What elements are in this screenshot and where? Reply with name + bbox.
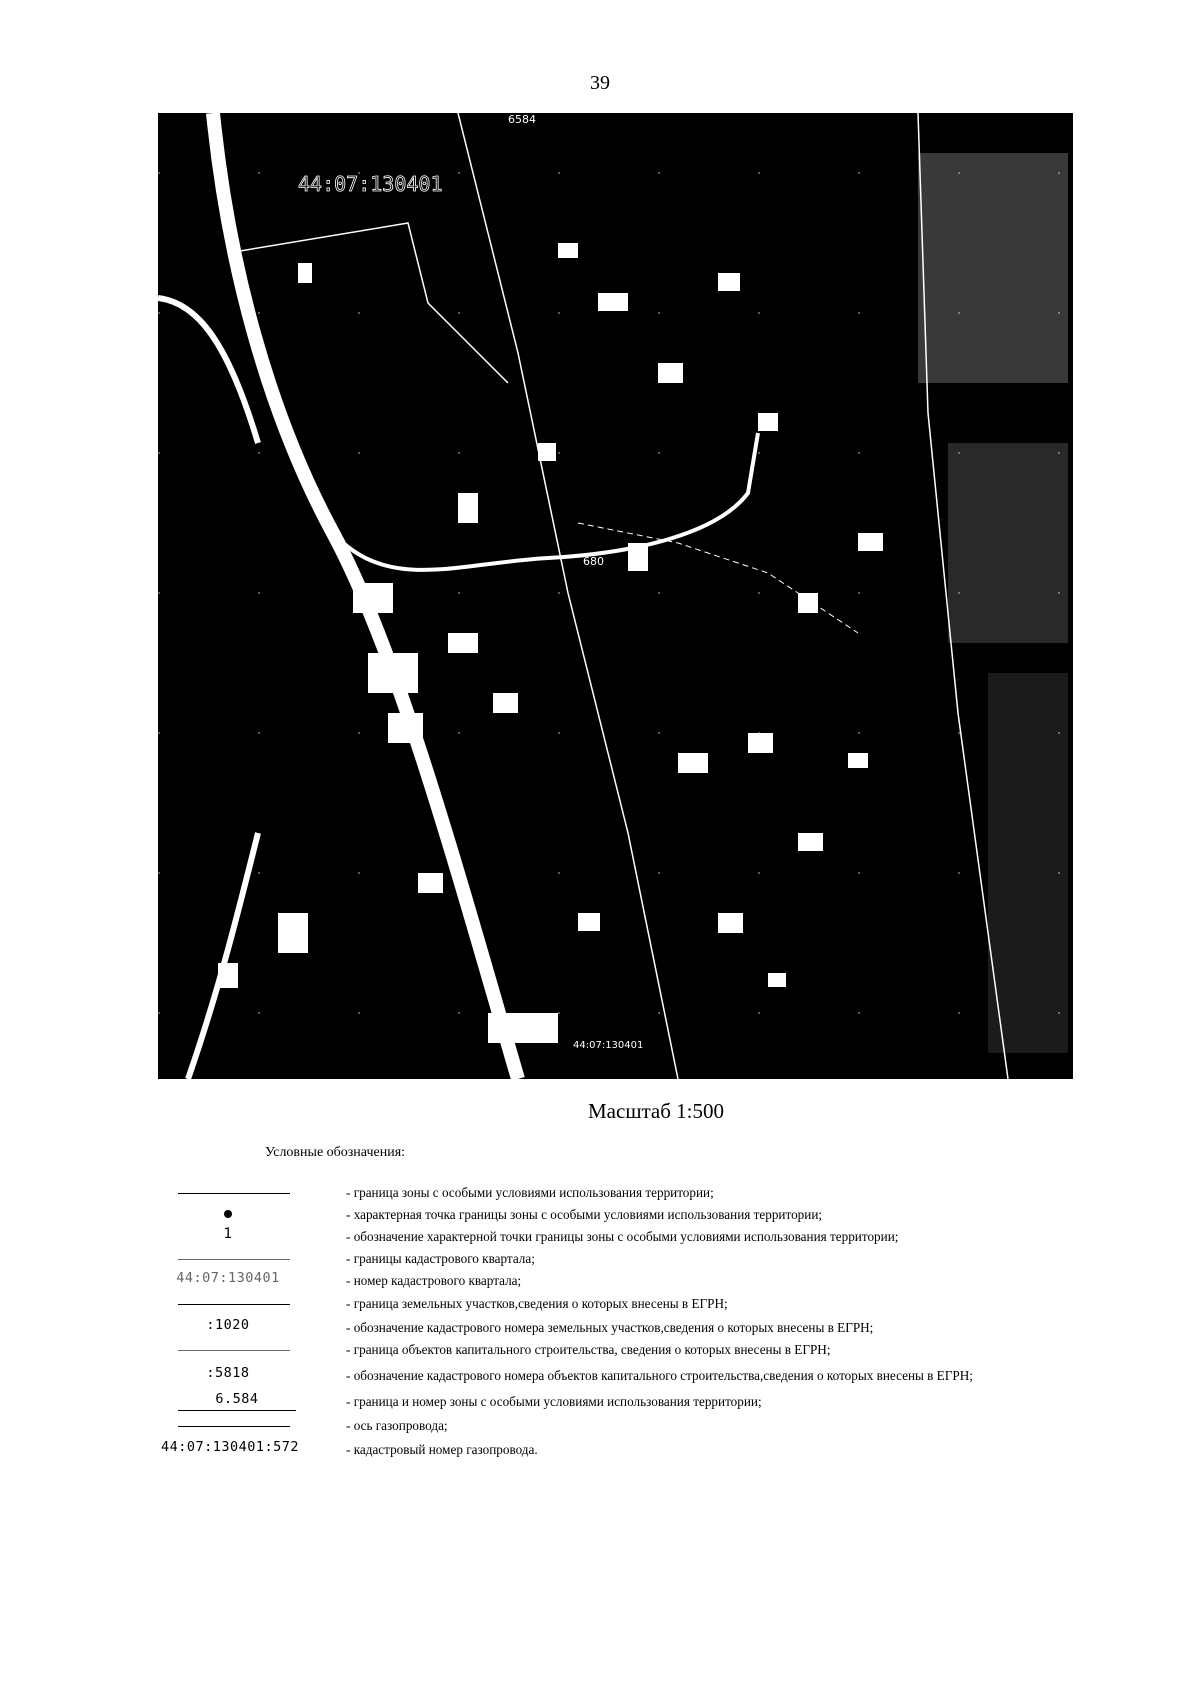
page-number: 39: [590, 72, 610, 94]
legend-text: - граница объектов капитального строительства, сведения о которых внесены в ЕГРН;: [346, 1342, 831, 1357]
legend-text: - обозначение характерной точки границы зоны с особыми условиями использования территории;: [346, 1229, 899, 1244]
legend-symbol-point: [160, 1204, 296, 1226]
legend-symbol-line: [160, 1293, 296, 1315]
legend-text: - границы кадастрового квартала;: [346, 1251, 535, 1266]
legend-text: - ось газопровода;: [346, 1418, 448, 1433]
legend-symbol-code: :5818: [206, 1365, 250, 1381]
legend-text: - характерная точка границы зоны с особыми условиями использования территории;: [346, 1207, 823, 1222]
legend-item-gas-number: [0, 1439, 1200, 1461]
map-label-parcel-mid: 680: [583, 555, 604, 568]
legend-symbol-line: [160, 1339, 296, 1361]
legend-symbol-digit: 1: [223, 1226, 233, 1242]
legend-item-zone-number: [0, 1391, 1200, 1413]
legend-item-parcel-number: [0, 1317, 1200, 1339]
legend-item-building-boundary: [0, 1339, 1200, 1361]
legend-item-parcel-boundary: [0, 1293, 1200, 1315]
legend-text: - граница земельных участков,сведения о которых внесены в ЕГРН;: [346, 1296, 728, 1311]
legend-symbol-code: :1020: [206, 1317, 250, 1333]
legend-title: Условные обозначения:: [265, 1145, 406, 1160]
map-label-parcel-top: 6584: [508, 113, 536, 126]
legend-item-quarter-boundary: [0, 1248, 1200, 1270]
legend-symbol-code: 44:07:130401: [176, 1270, 280, 1286]
map-label-quarter-bottom: 44:07:130401: [573, 1040, 644, 1051]
legend-symbol-line: [160, 1248, 296, 1270]
legend-text: - кадастровый номер газопровода.: [346, 1442, 538, 1457]
legend-item-point-label: [0, 1226, 1200, 1248]
legend-item-zone-boundary: [0, 1182, 1200, 1204]
legend-text: - граница и номер зоны с особыми условиями использования территории;: [346, 1394, 762, 1409]
point-marker-icon: [224, 1210, 232, 1218]
legend-symbol-line: [160, 1415, 296, 1437]
legend-symbol-code: 6.584: [178, 1391, 296, 1411]
legend-item-zone-point: [0, 1204, 1200, 1226]
legend-text: - обозначение кадастрового номера объектов капитального строительства,сведения о которых внесены в ЕГРН;: [346, 1368, 973, 1383]
legend-item-building-number: [0, 1365, 1200, 1387]
map-scale: Масштаб 1:500: [588, 1099, 725, 1123]
legend-item-gas-axis: [0, 1415, 1200, 1437]
map-label-quarter-top: 44:07:130401: [298, 172, 443, 196]
legend-text: - номер кадастрового квартала;: [346, 1273, 522, 1288]
legend-item-quarter-number: [0, 1270, 1200, 1292]
legend-text: - обозначение кадастрового номера земельных участков,сведения о которых внесены в ЕГРН;: [346, 1320, 874, 1335]
legend-text: - граница зоны с особыми условиями использования территории;: [346, 1185, 714, 1200]
legend-symbol-code: 44:07:130401:572: [160, 1439, 300, 1455]
map-image: [158, 113, 1073, 1079]
legend-symbol-line: [160, 1182, 296, 1204]
